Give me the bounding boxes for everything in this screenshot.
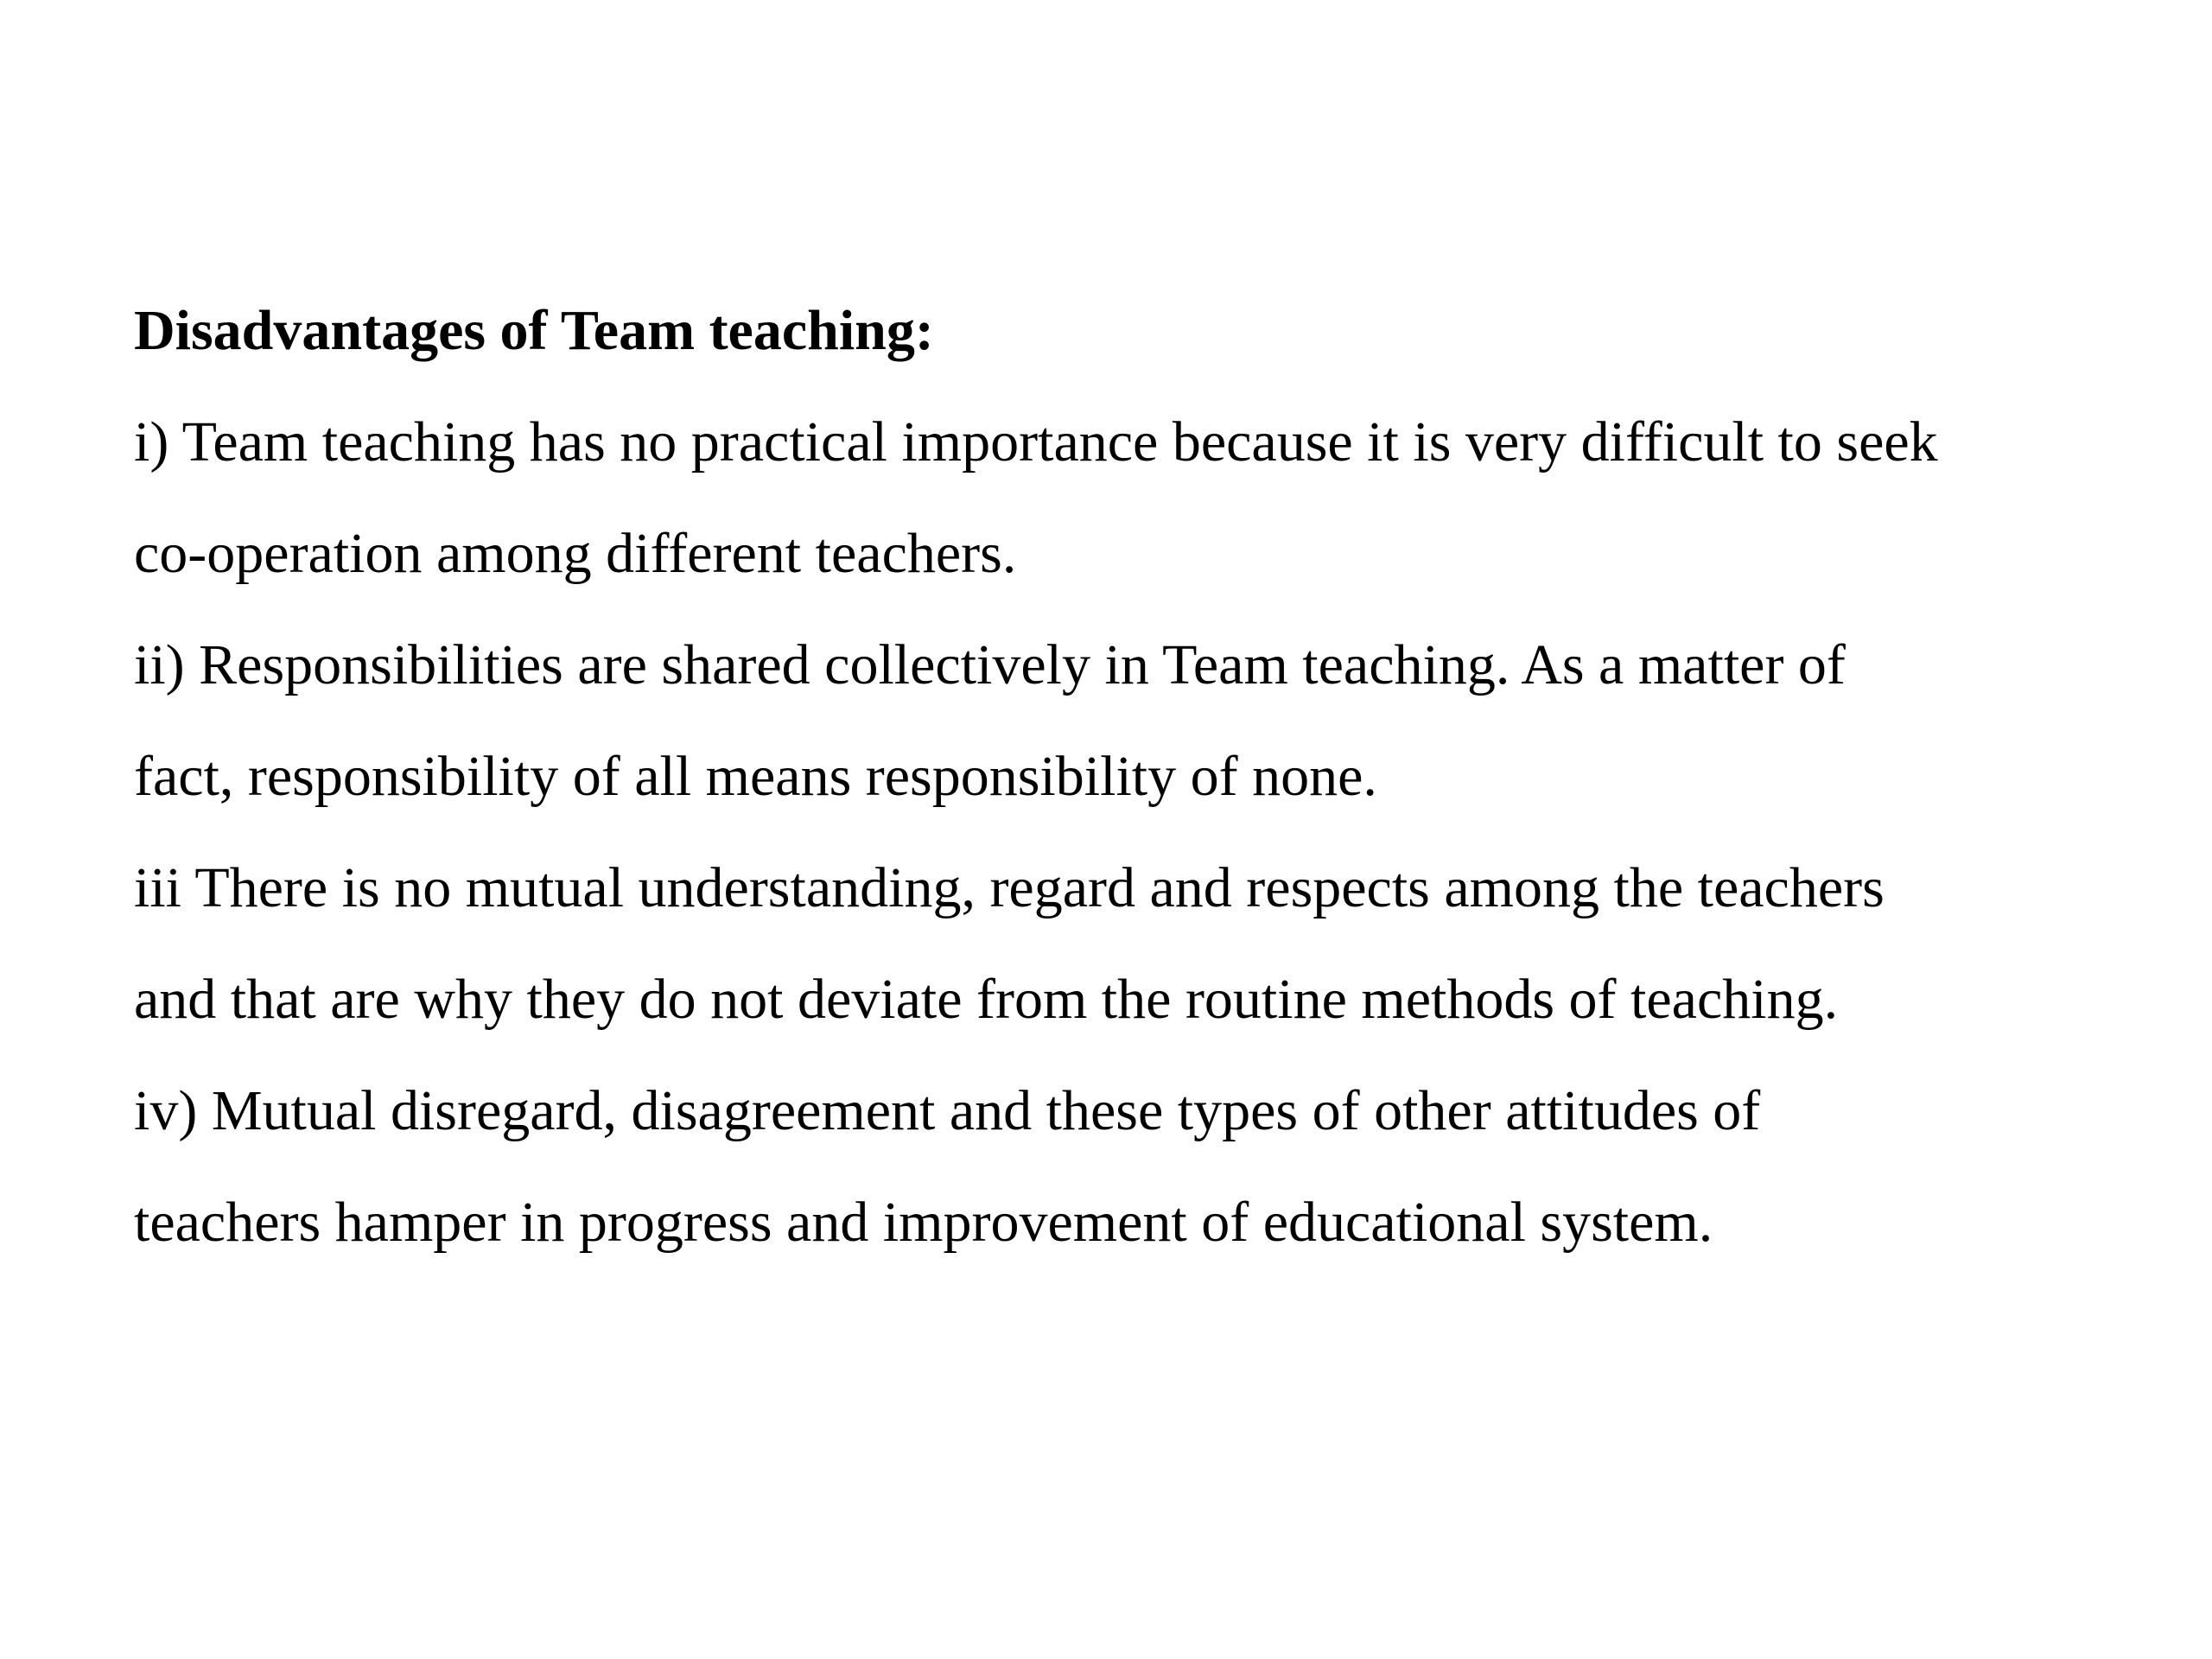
point-2 xyxy=(134,609,2121,832)
point-4-line-2: teachers hamper in progress and improvement of educational system. xyxy=(134,1191,1713,1254)
point-2-line-1: ii) Responsibilities are shared collectively in Team teaching. As a matter of xyxy=(134,633,1846,696)
point-4-line-1: iv) Mutual disregard, disagreement and these types of other attitudes of xyxy=(134,1079,1761,1142)
point-1 xyxy=(134,386,2121,609)
point-2-line-2: fact, responsibility of all means responsibility of none. xyxy=(134,745,1377,808)
section-heading: Disadvantages of Team teaching: xyxy=(134,299,934,362)
point-3-line-2: and that are why they do not deviate from the routine methods of teaching. xyxy=(134,968,1839,1031)
document-body xyxy=(134,275,2121,1278)
point-4 xyxy=(134,1055,2121,1278)
point-1-line-2: co-operation among different teachers. xyxy=(134,522,1017,585)
point-1-line-1: i) Team teaching has no practical importance because it is very difficult to seek xyxy=(134,410,1938,474)
point-3 xyxy=(134,832,2121,1055)
point-3-line-1: iii There is no mutual understanding, regard and respects among the teachers xyxy=(134,856,1885,919)
